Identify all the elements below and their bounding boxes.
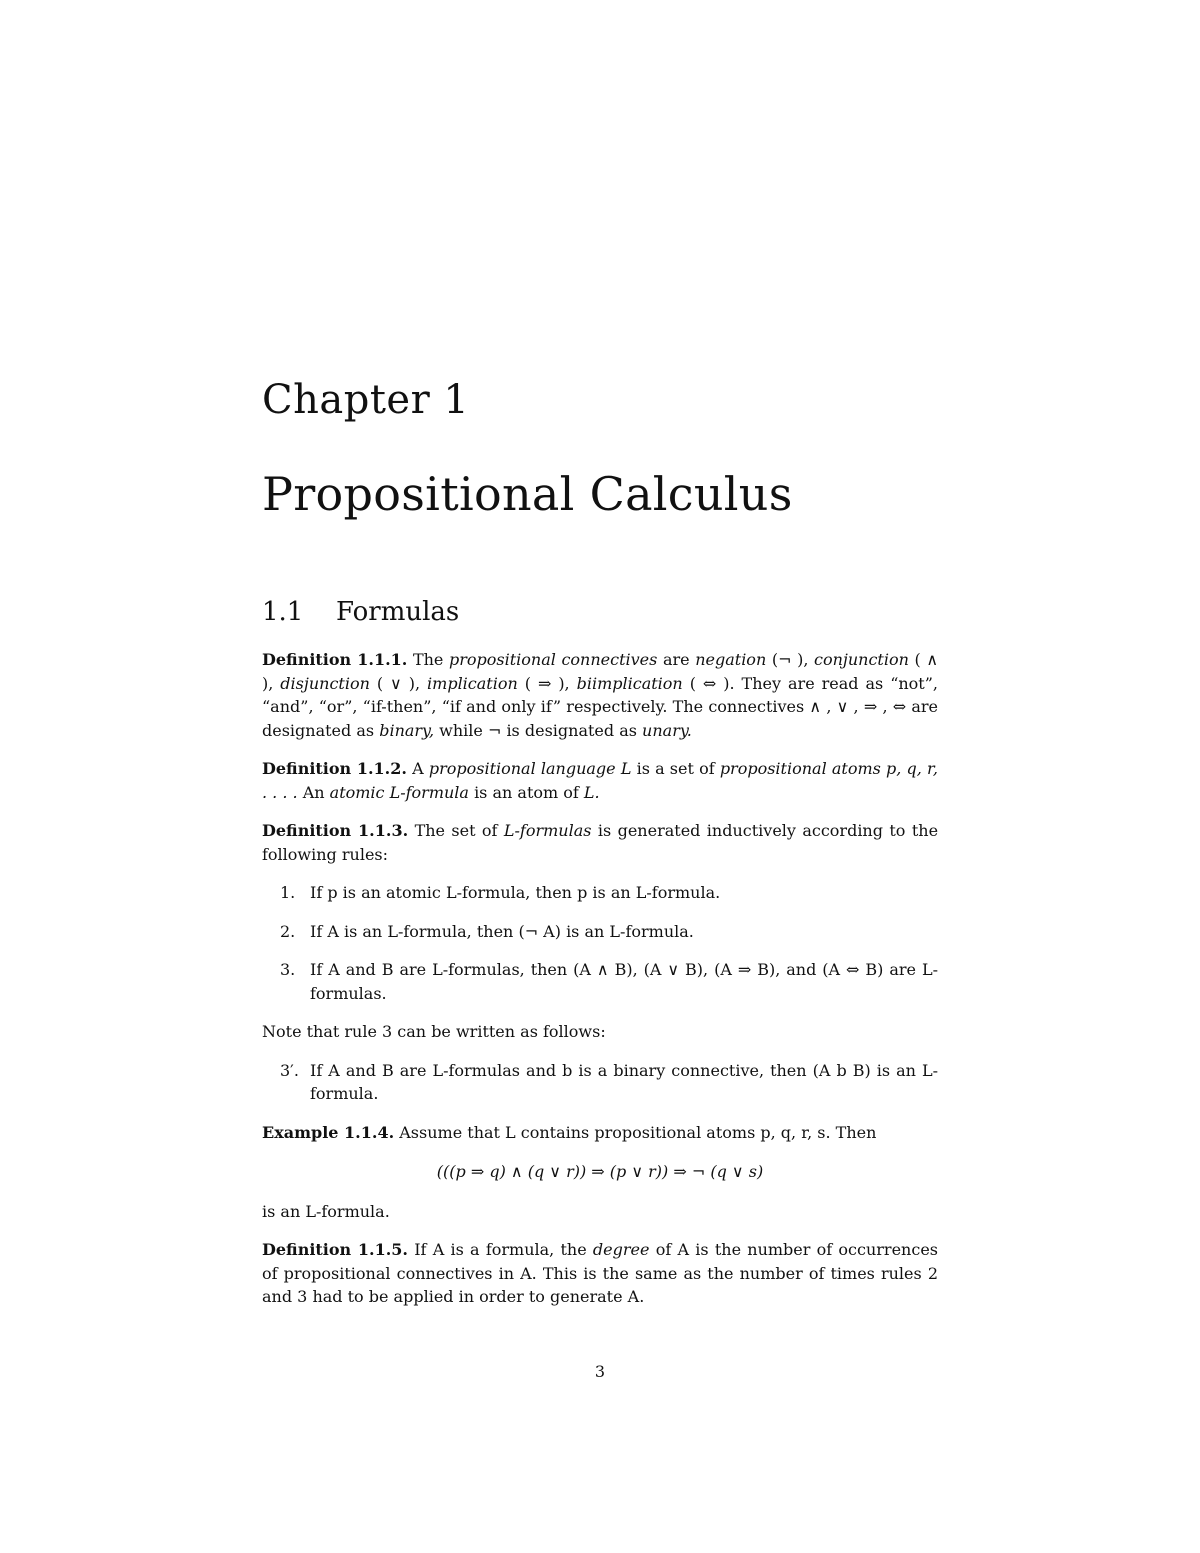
term: propositional atoms	[719, 759, 881, 778]
text: ( ∨ ),	[376, 673, 421, 693]
term: binary,	[379, 720, 435, 740]
term: propositional language	[428, 759, 616, 778]
page-number: 3	[594, 1362, 606, 1381]
text: Assume that L contains propositional atoms p, q, r, s. Then	[399, 1122, 877, 1142]
example-1-1-4	[262, 1121, 938, 1145]
definition-1-1-2	[262, 757, 938, 804]
display-formula: (((p ⇒ q) ∧ (q ∨ r)) ⇒ (p ∨ r)) ⇒ ¬ (q ∨ s)	[436, 1162, 764, 1181]
term: disjunction	[280, 673, 370, 693]
example-label: Example 1.1.4.	[262, 1122, 395, 1142]
definition-label: Definition 1.1.5.	[262, 1240, 408, 1259]
text: is an atom of	[474, 782, 579, 802]
list-item	[262, 920, 938, 944]
section-number: 1.1	[262, 597, 304, 627]
text: ( ∧ ),	[262, 650, 939, 693]
list-number: 1.	[280, 883, 296, 902]
list-item	[262, 881, 938, 905]
text: while ¬ is designated as	[439, 720, 637, 740]
text: of A is the number of occurrences of propositional connectives in A. This is the same as the number of times rules 2 and 3 had to be applied in order to generate A.	[262, 1240, 938, 1306]
term: implication	[427, 673, 518, 693]
term: negation	[695, 650, 767, 669]
term: biimplication	[576, 673, 683, 693]
note-paragraph: Note that rule 3 can be written as follows:	[262, 1022, 606, 1041]
chapter-title: Propositional Calculus	[262, 467, 793, 521]
definition-1-1-1	[262, 648, 938, 742]
definition-label: Definition 1.1.3.	[262, 821, 409, 840]
text: are	[662, 650, 690, 669]
rules-list	[262, 881, 938, 1005]
body-text	[262, 648, 938, 1324]
definition-1-1-5	[262, 1238, 938, 1309]
text: The	[412, 650, 444, 669]
text: An	[302, 782, 325, 802]
math: p, q, r, . . . .	[262, 759, 938, 802]
term: propositional connectives	[449, 650, 658, 669]
text: is generated inductively according to the following rules:	[262, 821, 939, 864]
text: The set of	[414, 821, 498, 840]
list-number: 3′.	[280, 1060, 299, 1080]
text: A	[412, 759, 424, 778]
list-item	[262, 1059, 938, 1106]
rule-3-prime-list	[262, 1059, 938, 1106]
section-heading	[262, 596, 459, 628]
text: (¬ ),	[771, 650, 809, 669]
list-text: If A and B are L-formulas, then (A ∧ B), (A ∨ B), (A ⇒ B), and (A ⇔ B) are L-formulas.	[310, 960, 938, 1003]
math: L.	[583, 782, 600, 802]
definition-label: Definition 1.1.2.	[262, 759, 407, 778]
list-item	[262, 958, 938, 1005]
math: L	[620, 759, 632, 778]
example-continuation: is an L-formula.	[262, 1201, 390, 1221]
definition-1-1-3	[262, 819, 938, 866]
chapter-label: Chapter 1	[262, 377, 470, 423]
text: is a set of	[636, 759, 715, 778]
text: ( ⇔ ). They are read as “not”, “and”, “or”, “if-then”, “if and only if” respectively. The connectives ∧ , ∨ , ⇒ , ⇔ are designated as	[262, 673, 939, 740]
term: atomic L-formula	[329, 782, 469, 802]
term: conjunction	[814, 650, 909, 669]
list-text: If A and B are L-formulas and b is a binary connective, then (A b B) is an L-formula.	[310, 1060, 938, 1103]
list-number: 3.	[280, 960, 296, 979]
list-text: If A is an L-formula, then (¬ A) is an L-formula.	[310, 921, 694, 941]
list-number: 2.	[280, 921, 296, 941]
list-text: If p is an atomic L-formula, then p is an L-formula.	[310, 883, 721, 902]
term: unary.	[642, 720, 692, 740]
text: ( ⇒ ),	[524, 673, 570, 693]
text: If A is a formula, the	[414, 1240, 587, 1259]
term: degree	[592, 1240, 650, 1259]
section-title: Formulas	[336, 597, 460, 627]
definition-label: Definition 1.1.1.	[262, 650, 408, 669]
term: L-formulas	[503, 821, 592, 840]
